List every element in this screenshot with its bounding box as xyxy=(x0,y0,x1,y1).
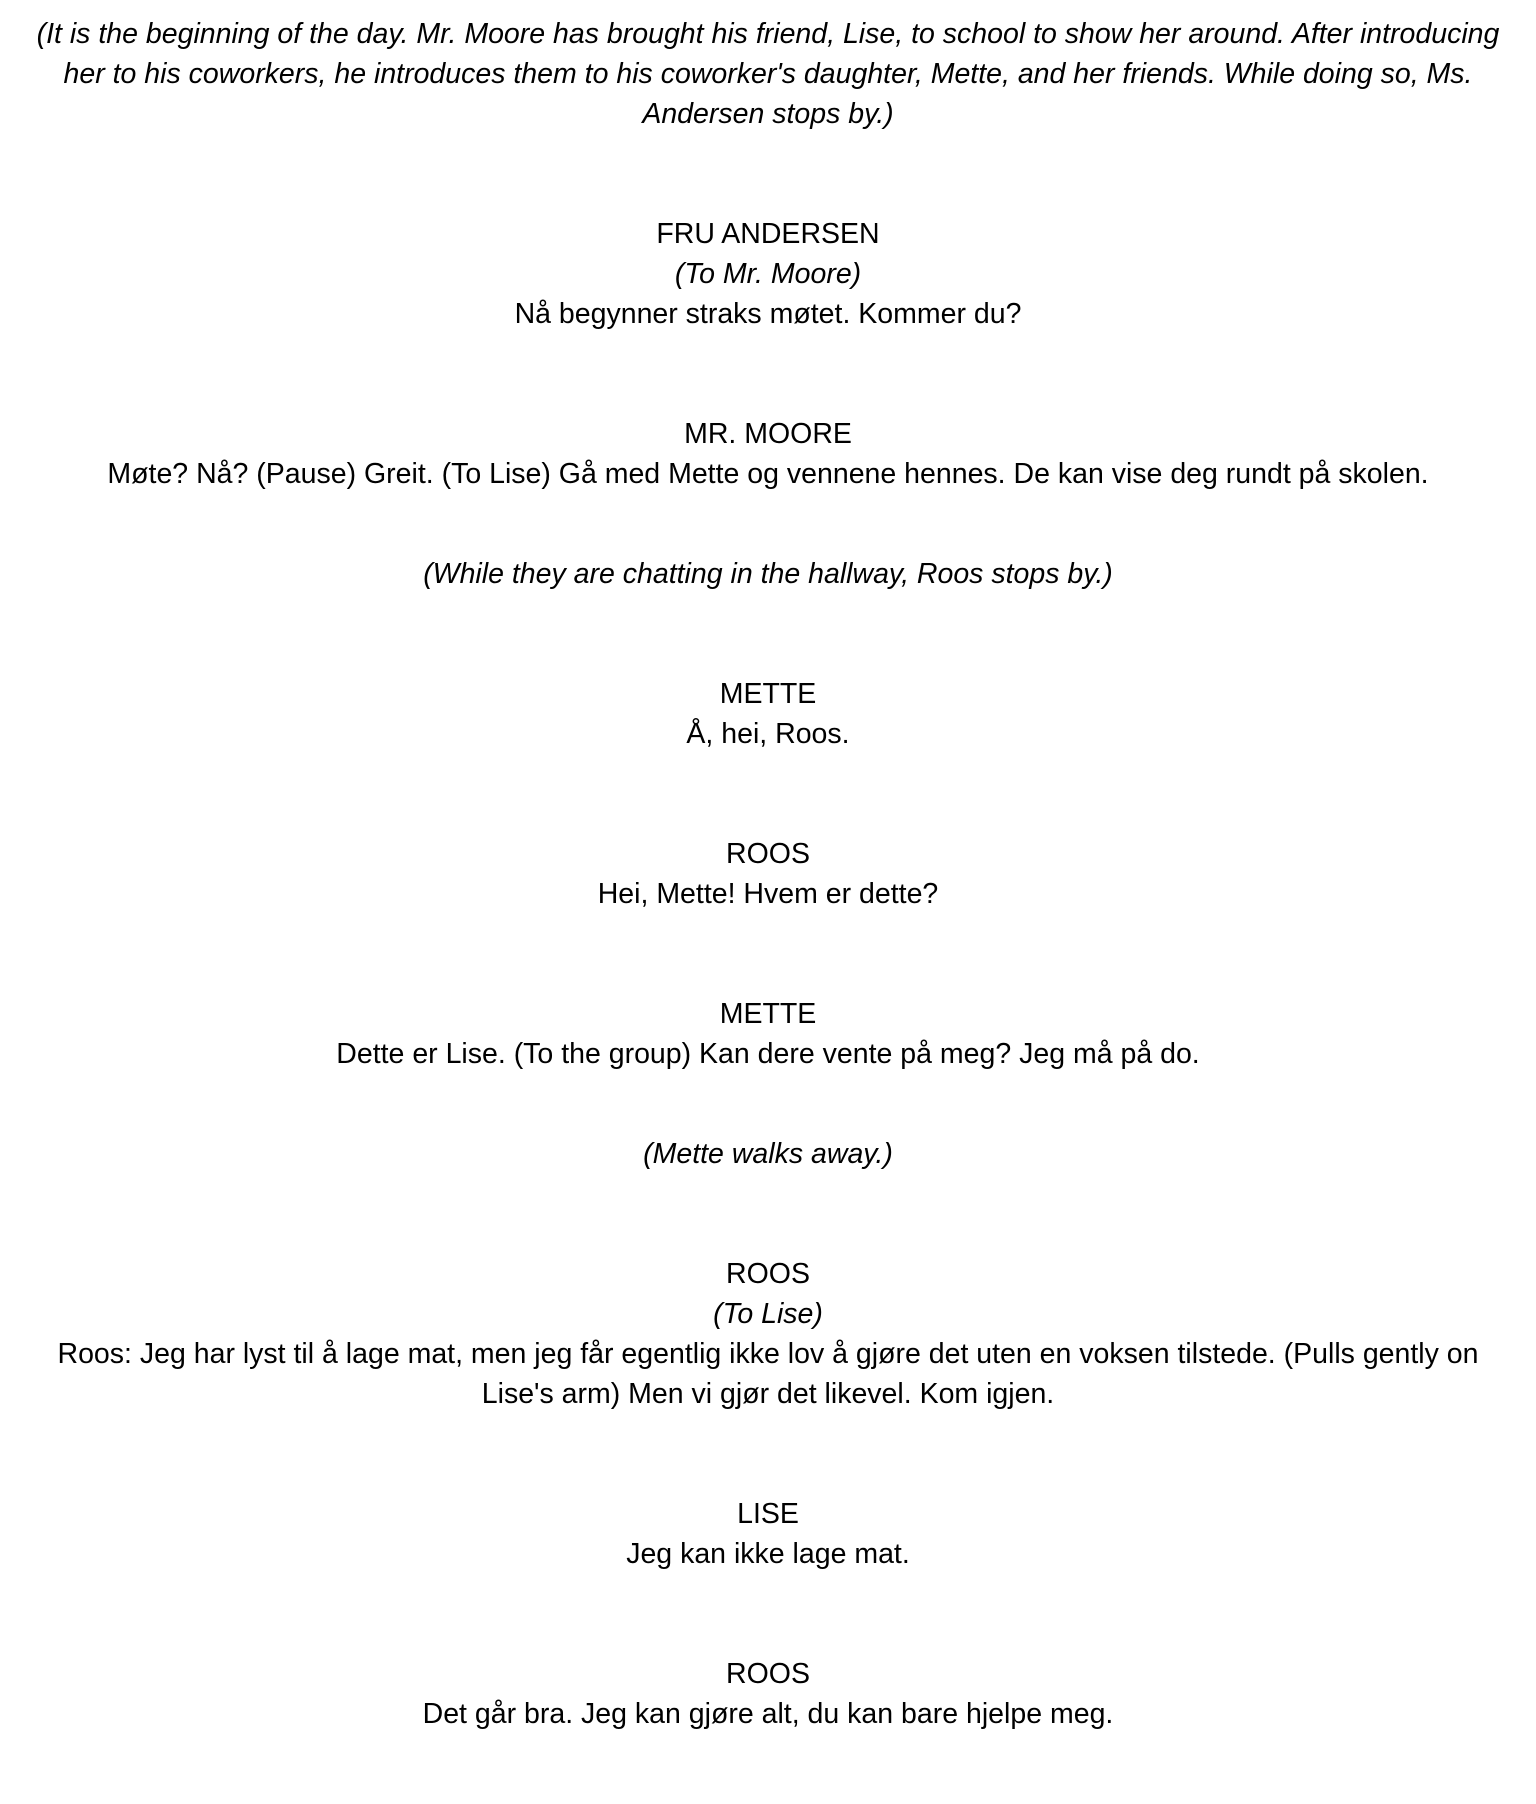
speaker-name: ROOS xyxy=(726,838,810,870)
speaker-name: ROOS xyxy=(726,1258,810,1290)
dialogue-roos xyxy=(22,834,1514,914)
parenthetical: (To Mr. Moore) xyxy=(674,258,862,290)
speaker-name: MR. MOORE xyxy=(684,418,852,450)
dialogue-line: Nå begynner straks møtet. Kommer du? xyxy=(514,298,1022,330)
dialogue-mette xyxy=(22,994,1514,1074)
dialogue-roos xyxy=(22,1254,1514,1414)
dialogue-mr-moore xyxy=(22,414,1514,494)
stage-direction-mette-walks-away: (Mette walks away.) xyxy=(643,1138,893,1170)
speaker-name: METTE xyxy=(719,678,817,710)
dialogue-line: Jeg kan ikke lage mat. xyxy=(626,1538,910,1570)
speaker-name: LISE xyxy=(737,1498,799,1530)
speaker-name: ROOS xyxy=(726,1658,810,1690)
dialogue-line: Møte? Nå? (Pause) Greit. (To Lise) Gå med Mette og vennene hennes. De kan vise deg rundt på skolen. xyxy=(107,458,1429,490)
parenthetical: (To Lise) xyxy=(713,1298,823,1330)
dialogue-fru-andersen xyxy=(22,214,1514,334)
stage-direction-hallway: (While they are chatting in the hallway, Roos stops by.) xyxy=(423,558,1113,590)
dialogue-roos xyxy=(22,1654,1514,1734)
speaker-name: METTE xyxy=(719,998,817,1030)
dialogue-line: Å, hei, Roos. xyxy=(686,718,850,750)
speaker-name: FRU ANDERSEN xyxy=(656,218,880,250)
dialogue-lise xyxy=(22,1494,1514,1574)
dialogue-line: Hei, Mette! Hvem er dette? xyxy=(597,878,939,910)
dialogue-line: Roos: Jeg har lyst til å lage mat, men jeg får egentlig ikke lov å gjøre det uten en voksen tilstede. (Pulls gently on Lise's arm) Men vi gjør det likevel. Kom igjen. xyxy=(57,1338,1479,1410)
stage-direction-opening: (It is the beginning of the day. Mr. Moore has brought his friend, Lise, to school to show her around. After introducing her to his coworkers, he introduces them to his coworker's daughter, Mette, and her friends. While doing so, Ms. Andersen stops by.) xyxy=(36,18,1500,130)
dialogue-line: Dette er Lise. (To the group) Kan dere vente på meg? Jeg må på do. xyxy=(336,1038,1200,1070)
dialogue-line: Det går bra. Jeg kan gjøre alt, du kan bare hjelpe meg. xyxy=(422,1698,1114,1730)
dialogue-mette xyxy=(22,674,1514,754)
